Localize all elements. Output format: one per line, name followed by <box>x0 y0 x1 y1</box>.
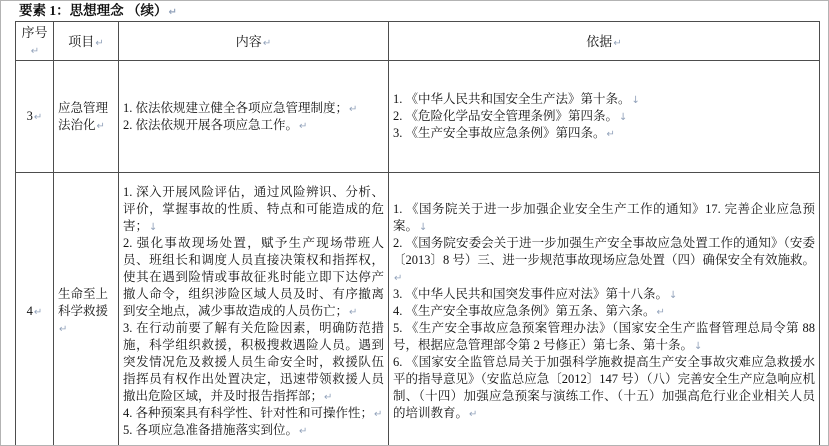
text-line: 2. 《危险化学品安全管理条例》第四条。↓ <box>393 109 628 123</box>
paragraph-mark-icon: ↵ <box>95 37 104 49</box>
linebreak-mark-icon: ↓ <box>694 341 703 352</box>
text-line: 2. 《国务院安委会关于进一步加强生产安全事故应急处置工作的通知》（安委〔2013〕8 号）三、进一步规范事故现场应急处置（四）确保安全有效施救。↵ <box>393 236 815 284</box>
cell-item-name <box>54 173 119 446</box>
cell-content-text <box>119 173 389 446</box>
column-header-no <box>16 22 54 61</box>
text-line: 3. 《中华人民共和国突发事件应对法》第十八条。↓ <box>393 287 678 301</box>
text-line: 科学救援↵ <box>58 304 109 335</box>
text-line: 3↵ <box>26 109 43 123</box>
paragraph-mark-icon: ↵ <box>469 409 478 420</box>
page-title <box>19 2 177 20</box>
table-row <box>16 173 820 446</box>
linebreak-mark-icon: ↓ <box>149 222 158 233</box>
paragraph-mark-icon: ↵ <box>96 120 105 132</box>
linebreak-mark-icon: ↓ <box>619 112 628 123</box>
cell-basis-text <box>389 173 820 446</box>
text-line: 法治化↵ <box>58 117 105 132</box>
text-line: 3. 《生产安全事故应急条例》第四条。↵ <box>393 126 615 140</box>
text-line: 序号↵ <box>21 25 48 57</box>
paragraph-mark-icon: ↵ <box>613 37 622 49</box>
paragraph-mark-icon: ↵ <box>656 307 665 318</box>
linebreak-mark-icon: ↓ <box>631 95 640 106</box>
text-line: 1. 《中华人民共和国安全生产法》第十条。↓ <box>393 92 640 106</box>
text-line: 4↵ <box>26 304 43 318</box>
paragraph-mark-icon: ↵ <box>33 307 43 318</box>
table-header-row <box>16 22 820 61</box>
text-line: 依据↵ <box>586 33 622 49</box>
paragraph-mark-icon: ↵ <box>349 307 358 318</box>
paragraph-mark-icon: ↵ <box>606 129 615 140</box>
text-line: 2. 强化事故现场处置，赋予生产现场带班人员、班组长和调度人员直接决策权和指挥权，使其在遇到险情或事故征兆时能立即下达停产撤人命令，组织涉险区域人员及时、有序撤离到安全地点，减少事故造成的人员伤亡；↵ <box>123 236 384 318</box>
linebreak-mark-icon: ↓ <box>669 290 678 301</box>
paragraph-mark-icon: ↵ <box>324 392 333 403</box>
text-line: 6. 《国家安全监管总局关于加强科学施救提高生产安全事故灾难应急救援水平的指导意见》（安监总应急〔2012〕147 号）（八）完善安全生产应急响应机制、（十四）加强应急预案与演练工作、（十五）加强高危行业企业相关人员的培训教育。↵ <box>393 355 815 420</box>
text-line: 4. 各种预案具有科学性、针对性和可操作性；↵ <box>123 406 383 420</box>
text-line: 3. 在行动前要了解有关危险因素，明确防范措施，科学组织救援，积极搜救遇险人员。遇到突发情况危及救援人员生命安全时，救援队伍指挥员有权作出处置决定，迅速带领救援人员撤出危险区域，并及时报告指挥部；↵ <box>123 321 384 403</box>
cell-basis-text <box>389 61 820 173</box>
text-line: 应急管理 <box>58 100 109 115</box>
text-line: 项目↵ <box>68 33 104 49</box>
text-line: 4. 《生产安全事故应急条例》第五条、第六条。↵ <box>393 304 665 318</box>
paragraph-mark-icon: ↵ <box>299 120 308 132</box>
text-line: 1. 深入开展风险评估，通过风险辨识、分析、评价，掌握事故的性质、特点和可能造成的危害；↓ <box>123 185 384 233</box>
cell-row-number <box>16 173 54 446</box>
table-row <box>16 61 820 173</box>
paragraph-mark-icon: ↵ <box>33 112 43 123</box>
column-header-content <box>119 22 389 61</box>
text-line: 生命至上 <box>58 287 109 301</box>
paragraph-mark-icon: ↵ <box>262 37 272 49</box>
requirements-table <box>15 21 820 446</box>
cell-row-number <box>16 61 54 173</box>
paragraph-mark-icon: ↵ <box>349 103 358 115</box>
text-line: 5. 《生产安全事故应急预案管理办法》（国家安全生产监督管理总局令第 88 号，根据应急管理部令第 2 号修正）第七条、第十条。↓ <box>393 321 815 352</box>
paragraph-mark-icon: ↵ <box>59 324 68 335</box>
cell-item-name <box>54 61 119 173</box>
column-header-basis <box>389 22 820 61</box>
text-line: 内容↵ <box>235 33 272 49</box>
paragraph-mark-icon: ↵ <box>394 273 403 284</box>
paragraph-mark-icon: ↵ <box>168 7 177 18</box>
text-line: 1. 《国务院关于进一步加强企业安全生产工作的通知》17. 完善企业应急预案。↓ <box>393 202 815 233</box>
paragraph-mark-icon: ↵ <box>30 46 40 57</box>
text-line: 2. 依法依规开展各项应急工作。↵ <box>123 117 308 132</box>
text-line: 1. 依法依规建立健全各项应急管理制度；↵ <box>123 100 358 115</box>
text-line: 要素 1：思想理念 （续）↵ <box>19 3 177 18</box>
paragraph-mark-icon: ↵ <box>299 426 308 437</box>
text-line: 5. 各项应急准备措施落实到位。↵ <box>123 423 308 437</box>
paragraph-mark-icon: ↵ <box>374 409 383 420</box>
column-header-item <box>54 22 119 61</box>
cell-content-text <box>119 61 389 173</box>
linebreak-mark-icon: ↓ <box>419 222 428 233</box>
